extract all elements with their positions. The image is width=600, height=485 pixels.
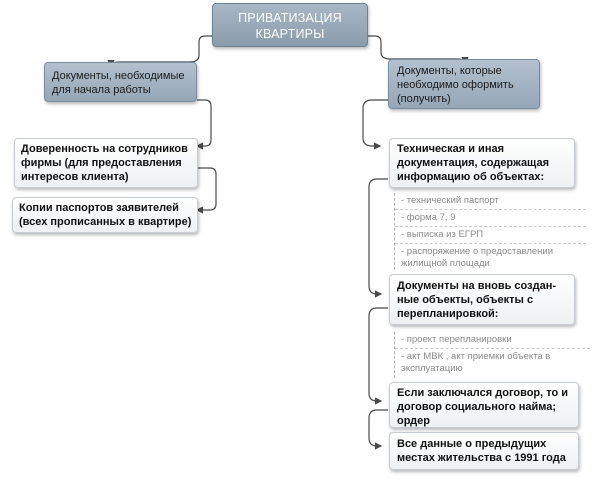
right-item-3-line-1: Если заключался договор, то и — [397, 387, 569, 399]
connector-right-3 — [369, 308, 388, 401]
sublist-entry — [395, 349, 590, 377]
right-category — [388, 59, 540, 109]
sublist-entry-text: жилищной площади — [401, 258, 490, 269]
left-item-1-line-1: Доверенность на сотрудников — [21, 143, 188, 155]
right-item-4-line-1: Все данные о предыдущих — [397, 438, 547, 450]
right-item-social-lease — [389, 382, 579, 428]
left-item-1-line-2: фирмы (для предоставления — [21, 157, 182, 169]
right-item-1-line-2: документация, содержащая — [397, 157, 550, 169]
left-category — [44, 62, 197, 102]
root-node — [212, 3, 368, 47]
left-item-passport-copies — [12, 197, 198, 233]
root-title-line-2: КВАРТИРЫ — [255, 27, 325, 41]
sublist-entry — [395, 244, 586, 272]
sublist-entry-text: эксплуатацию — [401, 363, 463, 374]
right-item-4-line-2: местах жительства с 1991 года — [397, 452, 566, 464]
sublist-entry-text: - технический паспорт — [401, 195, 499, 206]
right-item-3-line-2: договор социального найма; — [397, 401, 557, 413]
right-item-previous-residences — [389, 432, 579, 470]
sublist-technical-docs — [394, 193, 586, 270]
right-item-3-line-3: ордер — [397, 415, 430, 427]
left-category-line-1: Документы, необходимые — [52, 70, 185, 82]
sublist-entry-text: - проект перепланировки — [401, 334, 512, 345]
connector-left-2 — [197, 168, 216, 210]
sublist-entry — [395, 210, 586, 227]
connector-right-1 — [363, 100, 388, 146]
sublist-entry — [395, 193, 586, 210]
right-category-line-2: необходимо оформить — [397, 79, 514, 91]
right-item-2-line-3: перепланировкой: — [397, 308, 499, 320]
right-item-2-line-1: Документы на вновь создан- — [397, 280, 556, 292]
sublist-new-objects — [394, 332, 590, 378]
left-item-1-line-3: интересов клиента) — [21, 171, 129, 183]
root-title-line-1: ПРИВАТИЗАЦИЯ — [238, 11, 342, 25]
sublist-entry-text: - акт МВК , акт приемки объекта в — [401, 351, 551, 362]
sublist-entry-text: - выписка из ЕГРП — [401, 229, 484, 240]
right-item-1-line-3: информацию об объектах: — [397, 171, 545, 183]
sublist-entry — [395, 332, 590, 349]
sublist-entry-text: - форма 7, 9 — [401, 212, 456, 223]
left-category-line-2: для начала работы — [52, 84, 151, 96]
connector-right-4 — [369, 410, 388, 446]
connector-right-2 — [369, 179, 388, 294]
right-item-technical-docs — [389, 138, 575, 188]
right-category-line-1: Документы, которые — [397, 65, 502, 77]
right-item-1-line-1: Техническая и иная — [397, 143, 505, 155]
right-category-line-3: (получить) — [397, 93, 451, 105]
connector-left-1 — [197, 100, 211, 146]
left-item-2-line-2: (всех прописанных в квартире) — [19, 216, 192, 228]
sublist-entry-text: - распоряжение о предоставлении — [401, 246, 554, 257]
right-item-new-objects-docs — [389, 274, 575, 325]
sublist-entry — [395, 227, 586, 244]
left-item-power-of-attorney — [14, 138, 198, 188]
left-item-2-line-1: Копии паспортов заявителей — [19, 202, 179, 214]
right-item-2-line-2: ные объекты, объекты с — [397, 294, 534, 306]
